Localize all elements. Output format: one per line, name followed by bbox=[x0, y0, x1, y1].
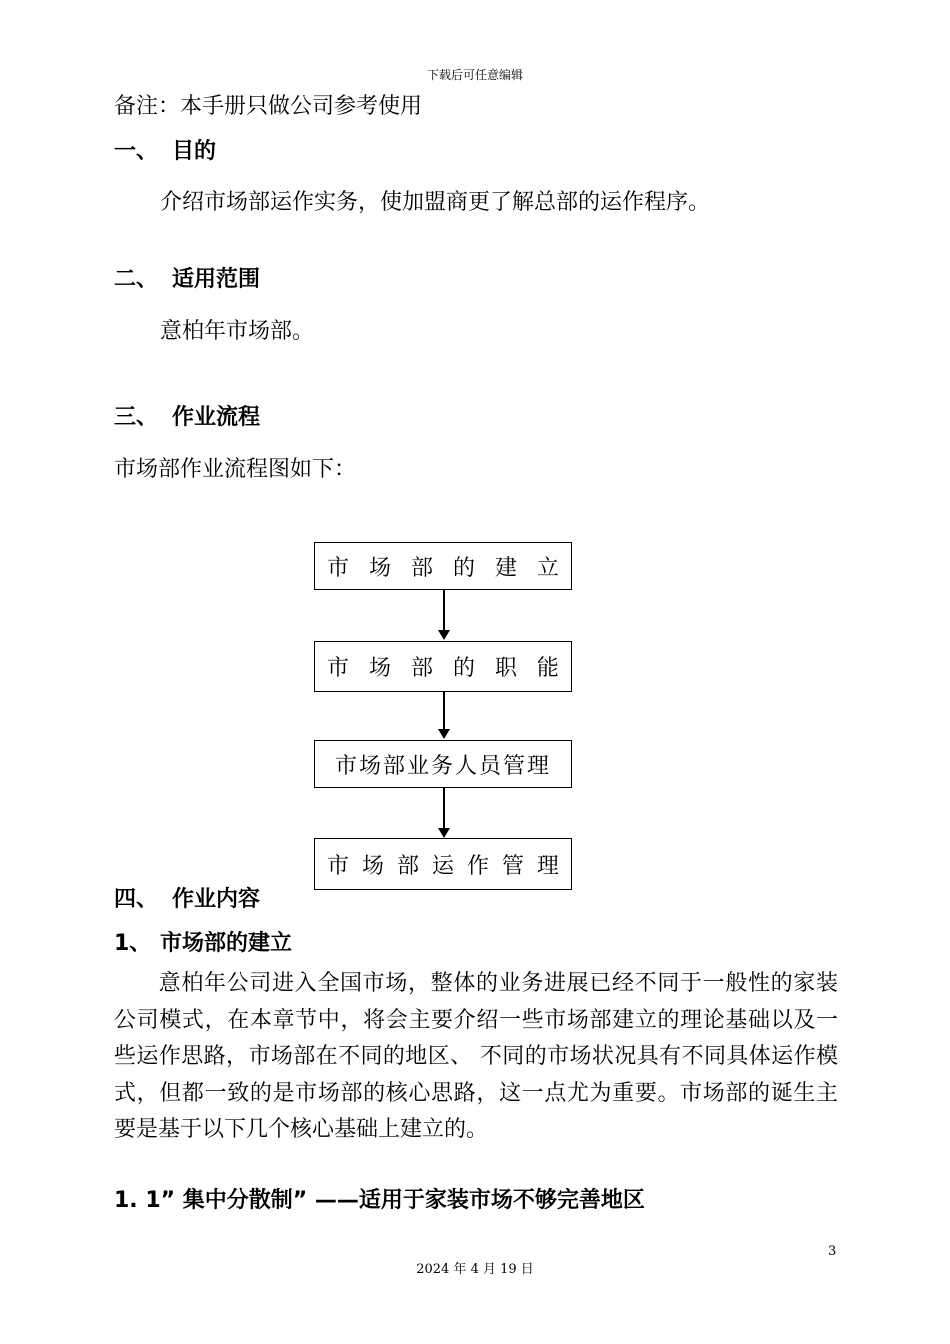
flow-char: 市 bbox=[327, 656, 350, 681]
flow-arrowhead-3 bbox=[438, 828, 450, 838]
subsection-1-title: 市场部的建立 bbox=[160, 931, 293, 956]
subsection-1-paragraph bbox=[114, 966, 838, 1149]
flow-char: 场 bbox=[368, 555, 391, 581]
flow-box-establishment bbox=[314, 542, 572, 590]
section-4-number: 四、 bbox=[114, 887, 159, 912]
flow-arrowhead-1 bbox=[438, 630, 450, 640]
flow-char: 部 bbox=[396, 853, 419, 879]
flow-box-functions bbox=[314, 641, 572, 692]
flow-char: 运 bbox=[431, 853, 454, 879]
section-2-heading bbox=[114, 265, 260, 295]
section-2-number: 二、 bbox=[114, 267, 159, 292]
subsection-1-text: 意柏年公司进入全国市场，整体的业务进展已经不同于一般性的家装公司模式，在本章节中，将会主要介绍一些市场部建立的理论基础以及一些运作思路，市场部在不同的地区、 不同的市场状况具有不同具体运作模式，但都一致的是市场部的核心思路，这一点尤为重要。市场部的诞生主要是基于以下几个核心基础上建立的。 bbox=[114, 971, 838, 1142]
subsection-1-1-heading: 1. 1” 集中分散制” ——适用于家装市场不够完善地区 bbox=[114, 1188, 645, 1213]
flow-char: 部 bbox=[410, 555, 433, 581]
flow-arrowhead-2 bbox=[438, 729, 450, 739]
flow-arrow-1 bbox=[443, 590, 445, 631]
section-3-heading bbox=[114, 403, 260, 433]
flow-arrow-2 bbox=[443, 692, 445, 730]
section-1-heading bbox=[114, 137, 216, 167]
page-number: 3 bbox=[828, 1244, 837, 1259]
section-2-title: 适用范围 bbox=[172, 267, 261, 292]
flow-char: 的 bbox=[452, 656, 475, 681]
flow-char: 的 bbox=[452, 555, 475, 581]
flow-char: 职 bbox=[494, 656, 517, 681]
page-footer-date: 2024 年 4 月 19 日 bbox=[416, 1262, 534, 1277]
flow-char: 立 bbox=[536, 555, 559, 581]
section-1-title: 目的 bbox=[172, 139, 217, 164]
flow-char: 市 bbox=[327, 853, 350, 879]
flow-char: 场 bbox=[368, 656, 391, 681]
flow-char: 建 bbox=[494, 555, 517, 581]
flow-box-staff-management: 市场部业务人员管理 bbox=[314, 740, 572, 788]
flow-char: 能 bbox=[536, 656, 559, 681]
flow-char: 管 bbox=[501, 853, 524, 879]
section-1-body: 介绍市场部运作实务，使加盟商更了解总部的运作程序。 bbox=[160, 190, 711, 215]
section-4-title: 作业内容 bbox=[172, 887, 261, 912]
flow-char: 理 bbox=[536, 853, 559, 879]
section-3-title: 作业流程 bbox=[172, 405, 261, 430]
section-4-heading bbox=[114, 885, 260, 915]
section-1-number: 一、 bbox=[114, 139, 159, 164]
section-2-body: 意柏年市场部。 bbox=[160, 319, 315, 344]
subsection-1-number: 1、 bbox=[114, 931, 152, 956]
flow-char: 作 bbox=[466, 853, 489, 879]
page-header: 下载后可任意编辑 bbox=[426, 68, 523, 82]
flow-arrow-3 bbox=[443, 788, 445, 829]
flow-box-operation-management bbox=[314, 838, 572, 890]
subsection-1-heading bbox=[114, 929, 292, 959]
section-3-body: 市场部作业流程图如下： bbox=[114, 457, 357, 482]
flow-char: 场 bbox=[361, 853, 384, 879]
note-line: 备注：本手册只做公司参考使用 bbox=[114, 94, 423, 119]
flow-char: 部 bbox=[410, 656, 433, 681]
section-3-number: 三、 bbox=[114, 405, 159, 430]
flow-char: 市 bbox=[327, 555, 350, 581]
